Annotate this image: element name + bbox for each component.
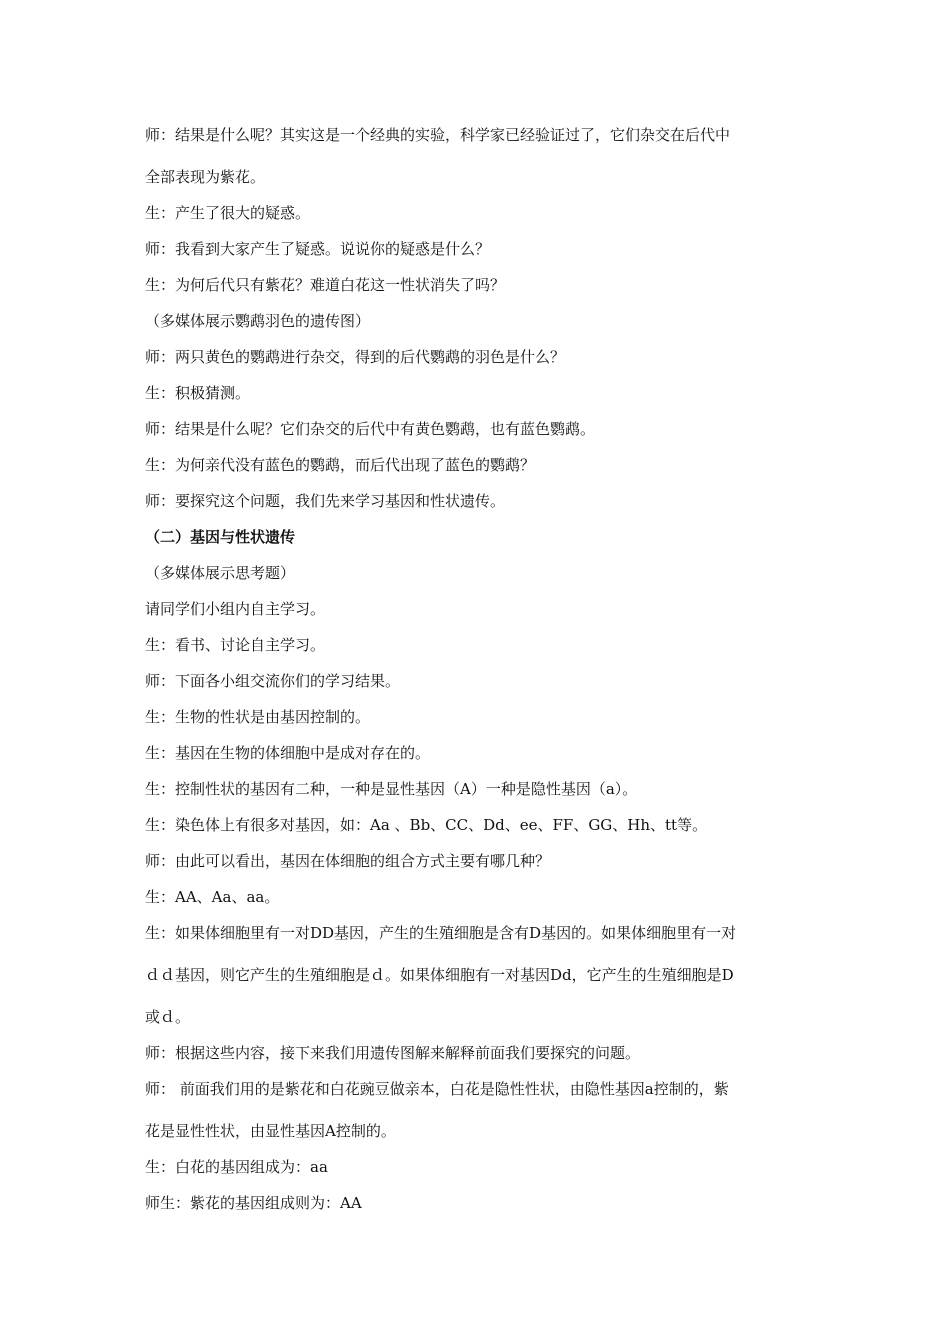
- dialogue-line: 请同学们小组内自主学习。: [145, 600, 326, 618]
- dialogue-line: 全部表现为紫花。: [145, 168, 266, 186]
- dialogue-line: 生：AA、Aa、aa。: [145, 888, 280, 906]
- dialogue-line: 师：结果是什么呢？它们杂交的后代中有黄色鹦鹉，也有蓝色鹦鹉。: [145, 420, 596, 438]
- dialogue-line: 师：由此可以看出，基因在体细胞的组合方式主要有哪几种？: [145, 852, 551, 870]
- dialogue-line: 生：为何亲代没有蓝色的鹦鹉，而后代出现了蓝色的鹦鹉？: [145, 456, 536, 474]
- dialogue-line: 师：要探究这个问题，我们先来学习基因和性状遗传。: [145, 492, 506, 510]
- dialogue-line: 生：染色体上有很多对基因，如：Aa 、Bb、CC、Dd、ee、FF、GG、Hh、tt等。: [145, 816, 708, 834]
- dialogue-line: ｄｄ基因，则它产生的生殖细胞是ｄ。如果体细胞有一对基因Dd，它产生的生殖细胞是D: [145, 966, 734, 984]
- dialogue-line: 师：根据这些内容，接下来我们用遗传图解来解释前面我们要探究的问题。: [145, 1044, 641, 1062]
- dialogue-line: 师：两只黄色的鹦鹉进行杂交，得到的后代鹦鹉的羽色是什么？: [145, 348, 566, 366]
- dialogue-line: 师： 前面我们用的是紫花和白花豌豆做亲本，白花是隐性性状，由隐性基因a控制的，紫: [145, 1080, 729, 1098]
- dialogue-line: 生：看书、讨论自主学习。: [145, 636, 326, 654]
- dialogue-line: 生：白花的基因组成为：aa: [145, 1158, 328, 1176]
- dialogue-line: 师：下面各小组交流你们的学习结果。: [145, 672, 401, 690]
- stage-direction: （多媒体展示鹦鹉羽色的遗传图）: [145, 312, 371, 330]
- dialogue-line: 生：基因在生物的体细胞中是成对存在的。: [145, 744, 431, 762]
- document-body: [145, 124, 810, 1214]
- dialogue-line: 生：积极猜测。: [145, 384, 251, 402]
- dialogue-line: 生：控制性状的基因有二种，一种是显性基因（A）一种是隐性基因（a）。: [145, 780, 638, 798]
- dialogue-line: 生：如果体细胞里有一对DD基因，产生的生殖细胞是含有D基因的。如果体细胞里有一对: [145, 924, 737, 942]
- stage-direction: （多媒体展示思考题）: [145, 564, 296, 582]
- dialogue-line: 或ｄ。: [145, 1008, 191, 1026]
- dialogue-line: 生：生物的性状是由基因控制的。: [145, 708, 371, 726]
- dialogue-line: 花是显性性状，由显性基因A控制的。: [145, 1122, 396, 1140]
- dialogue-line: 生：产生了很大的疑惑。: [145, 204, 311, 222]
- section-heading: （二）基因与性状遗传: [145, 528, 296, 546]
- dialogue-line: 师：我看到大家产生了疑惑。说说你的疑惑是什么？: [145, 240, 491, 258]
- dialogue-line: 师生：紫花的基因组成则为：AA: [145, 1194, 362, 1212]
- dialogue-line: 生：为何后代只有紫花？难道白花这一性状消失了吗？: [145, 276, 506, 294]
- dialogue-line: 师：结果是什么呢？其实这是一个经典的实验，科学家已经验证过了，它们杂交在后代中: [145, 126, 731, 144]
